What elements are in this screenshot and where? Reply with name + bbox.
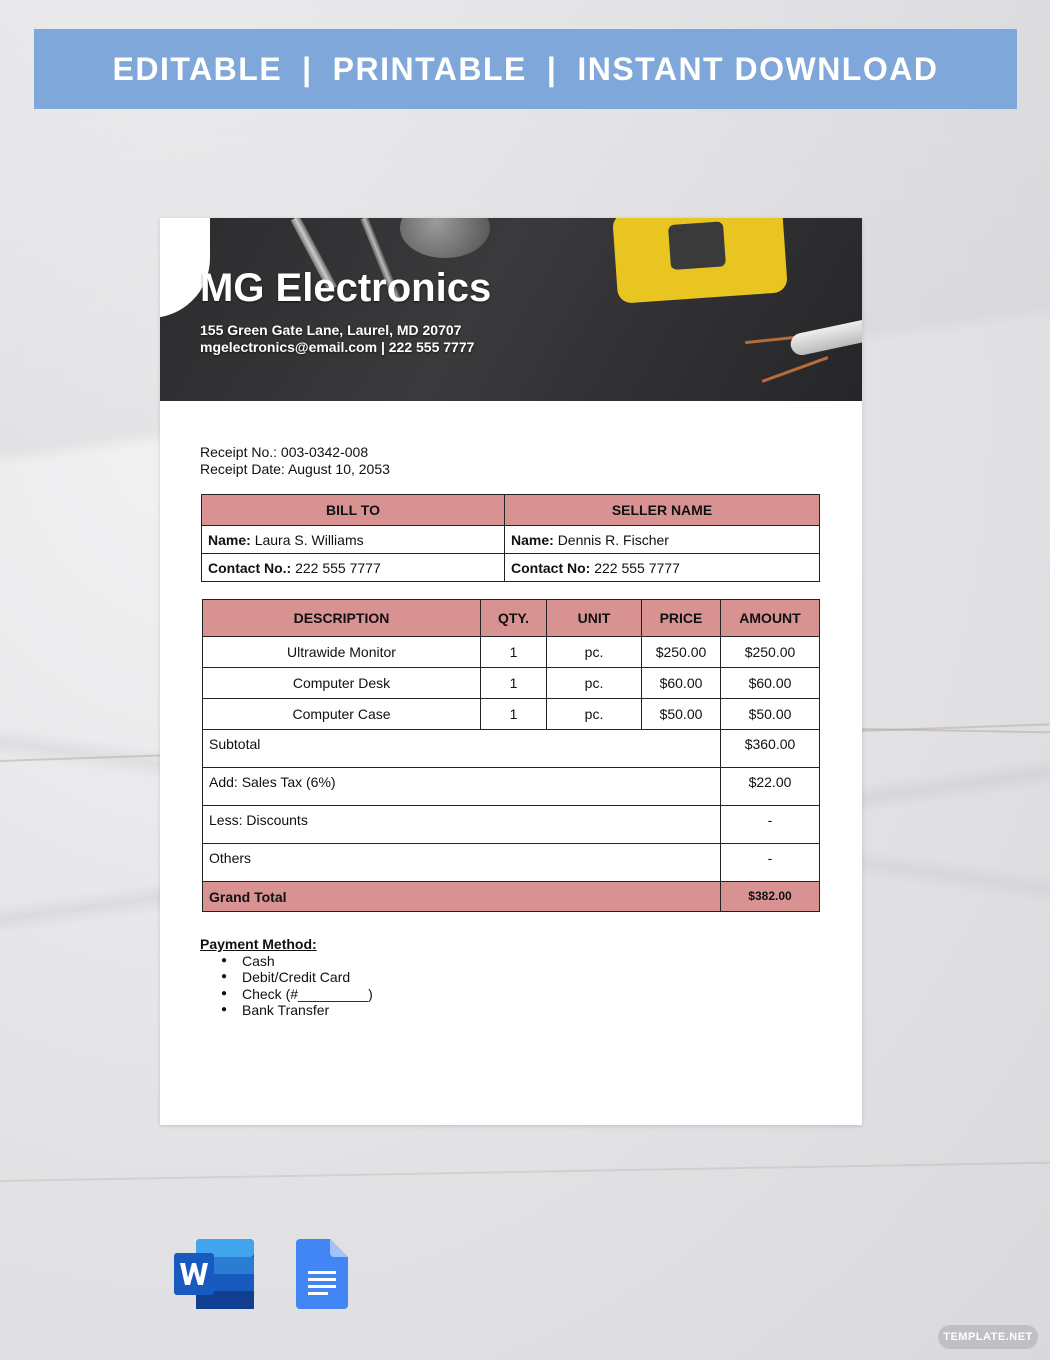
company-address: 155 Green Gate Lane, Laurel, MD 20707 xyxy=(200,322,462,338)
summary-row-subtotal xyxy=(203,730,820,768)
grand-total-value: $382.00 xyxy=(721,882,820,912)
col-description: DESCRIPTION xyxy=(203,600,481,637)
payment-option: ● Bank Transfer xyxy=(242,1002,373,1019)
company-address-block xyxy=(200,322,474,356)
table-row xyxy=(203,637,820,668)
col-qty: QTY. xyxy=(481,600,547,637)
item-qty: 1 xyxy=(481,668,547,699)
summary-value: - xyxy=(721,806,820,844)
banner-separator: | xyxy=(546,50,558,87)
grand-total-row xyxy=(203,882,820,912)
bill-to-contact-value: 222 555 7777 xyxy=(295,559,381,576)
promo-banner xyxy=(34,29,1017,109)
item-description: Ultrawide Monitor xyxy=(203,637,481,668)
grand-total-label: Grand Total xyxy=(203,882,721,912)
col-unit: UNIT xyxy=(547,600,642,637)
seller-contact-value: 222 555 7777 xyxy=(594,559,680,576)
item-description: Computer Desk xyxy=(203,668,481,699)
receipt-number: Receipt No.: 003-0342-008 xyxy=(200,444,369,460)
bill-to-name xyxy=(202,526,505,554)
item-price: $60.00 xyxy=(642,668,721,699)
seller-name-value: Dennis R. Fischer xyxy=(557,531,669,548)
seller-name-header: SELLER NAME xyxy=(505,495,820,526)
receipt-date: Receipt Date: August 10, 2053 xyxy=(200,461,390,477)
summary-value: $22.00 xyxy=(721,768,820,806)
header-image xyxy=(160,218,862,401)
word-icon xyxy=(174,1239,254,1309)
banner-separator: | xyxy=(302,50,313,87)
item-unit: pc. xyxy=(547,637,642,668)
table-row xyxy=(203,668,820,699)
contact-label: Contact No.: xyxy=(208,559,292,576)
contact-label: Contact No: xyxy=(511,559,591,576)
payment-option: ● Cash xyxy=(242,953,373,970)
summary-label: Subtotal xyxy=(203,730,721,768)
payment-method-heading: Payment Method: xyxy=(200,936,317,952)
summary-row-discounts xyxy=(203,806,820,844)
summary-value: $360.00 xyxy=(721,730,820,768)
table-row xyxy=(203,699,820,730)
item-amount: $50.00 xyxy=(721,699,820,730)
payment-option: ● Debit/Credit Card xyxy=(242,969,373,986)
item-qty: 1 xyxy=(481,637,547,668)
summary-label: Less: Discounts xyxy=(203,806,721,844)
item-unit: pc. xyxy=(547,668,642,699)
banner-instant-download: INSTANT DOWNLOAD xyxy=(577,50,939,87)
item-description: Computer Case xyxy=(203,699,481,730)
col-amount: AMOUNT xyxy=(721,600,820,637)
summary-row-others xyxy=(203,844,820,882)
payment-option: ● Check (#_________) xyxy=(242,986,373,1003)
bill-to-contact xyxy=(202,554,505,582)
summary-label: Add: Sales Tax (6%) xyxy=(203,768,721,806)
summary-row-tax xyxy=(203,768,820,806)
col-price: PRICE xyxy=(642,600,721,637)
banner-printable: PRINTABLE xyxy=(332,50,527,87)
item-price: $250.00 xyxy=(642,637,721,668)
watermark-badge: TEMPLATE.NET xyxy=(938,1325,1038,1349)
bill-to-name-value: Laura S. Williams xyxy=(254,531,364,548)
items-table xyxy=(202,599,820,912)
marble-vein xyxy=(0,1162,1050,1182)
item-price: $50.00 xyxy=(642,699,721,730)
payment-options-list xyxy=(200,953,373,1019)
item-qty: 1 xyxy=(481,699,547,730)
item-unit: pc. xyxy=(547,699,642,730)
item-amount: $250.00 xyxy=(721,637,820,668)
seller-contact xyxy=(505,554,820,582)
bill-to-header: BILL TO xyxy=(202,495,505,526)
company-contact: mgelectronics@email.com | 222 555 7777 xyxy=(200,339,475,355)
receipt-document xyxy=(160,218,862,1125)
name-label: Name: xyxy=(208,531,251,548)
company-name: MG Electronics xyxy=(200,266,492,310)
google-docs-icon xyxy=(296,1239,348,1309)
item-amount: $60.00 xyxy=(721,668,820,699)
summary-value: - xyxy=(721,844,820,882)
receipt-meta xyxy=(200,444,390,478)
seller-name xyxy=(505,526,820,554)
payment-method-section xyxy=(200,936,373,1019)
name-label: Name: xyxy=(511,531,554,548)
summary-label: Others xyxy=(203,844,721,882)
banner-editable: EDITABLE xyxy=(112,50,283,87)
parties-table xyxy=(201,494,820,582)
